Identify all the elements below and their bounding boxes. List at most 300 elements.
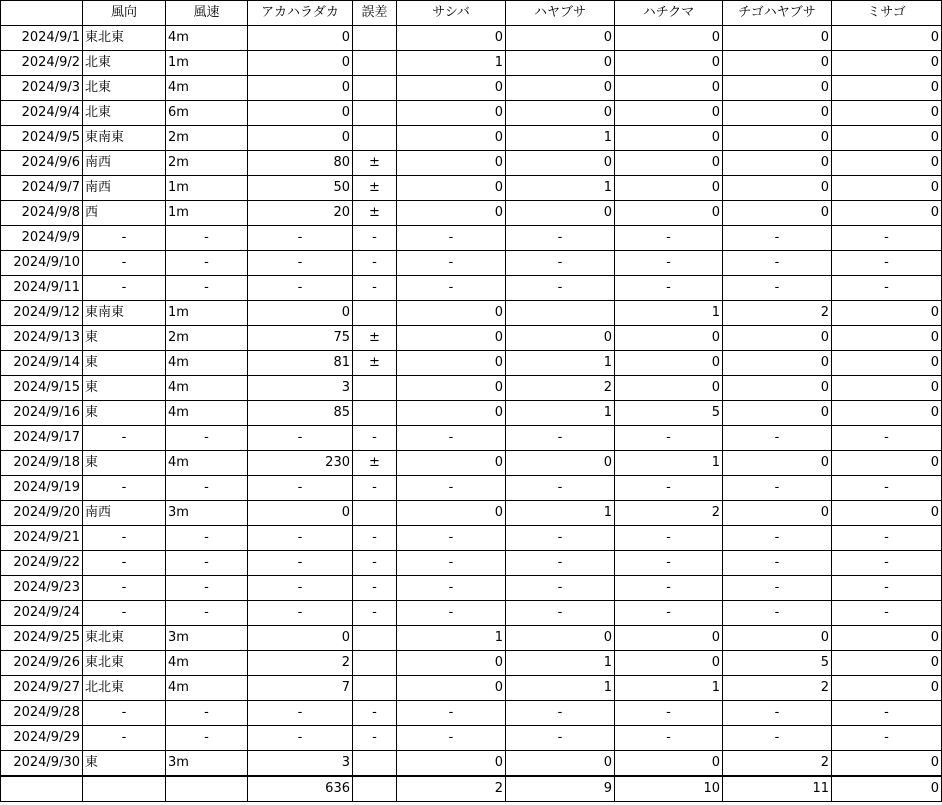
cell-wind-speed: 3m <box>166 626 248 651</box>
cell-error-margin <box>353 401 397 426</box>
cell-chigohayabusa: 0 <box>723 626 832 651</box>
cell-hachikuma: - <box>615 551 723 576</box>
cell-hayabusa: 0 <box>506 101 615 126</box>
cell-chigohayabusa: 0 <box>723 326 832 351</box>
cell-chigohayabusa: 0 <box>723 351 832 376</box>
cell-chigohayabusa: 0 <box>723 101 832 126</box>
cell-chigohayabusa: - <box>723 226 832 251</box>
cell-wind-direction: 南西 <box>83 501 166 526</box>
cell-date: 2024/9/10 <box>1 251 83 276</box>
cell-hachikuma: 0 <box>615 626 723 651</box>
cell-wind-speed: - <box>166 526 248 551</box>
cell-misago: 0 <box>832 351 942 376</box>
cell-date: 2024/9/28 <box>1 701 83 726</box>
cell-hachikuma: 0 <box>615 126 723 151</box>
cell-wind-speed: - <box>166 276 248 301</box>
total-error-margin <box>353 776 397 802</box>
cell-sashiba: - <box>397 576 506 601</box>
cell-hayabusa: 0 <box>506 451 615 476</box>
header-wind-speed: 風速 <box>166 1 248 26</box>
table-row <box>1 276 942 301</box>
cell-hayabusa: 0 <box>506 626 615 651</box>
cell-sashiba: - <box>397 726 506 751</box>
cell-wind-speed: 1m <box>166 51 248 76</box>
cell-wind-direction: 西 <box>83 201 166 226</box>
table-row <box>1 751 942 777</box>
cell-wind-speed: 1m <box>166 201 248 226</box>
cell-hachikuma: 1 <box>615 451 723 476</box>
cell-wind-speed: 4m <box>166 676 248 701</box>
cell-akaharadaka: 0 <box>248 626 353 651</box>
cell-wind-speed: - <box>166 601 248 626</box>
cell-error-margin <box>353 376 397 401</box>
cell-akaharadaka: 0 <box>248 501 353 526</box>
cell-akaharadaka: - <box>248 551 353 576</box>
cell-chigohayabusa: 0 <box>723 451 832 476</box>
cell-wind-speed: 4m <box>166 401 248 426</box>
table-row <box>1 226 942 251</box>
cell-date: 2024/9/16 <box>1 401 83 426</box>
cell-wind-speed: - <box>166 576 248 601</box>
cell-chigohayabusa: 0 <box>723 151 832 176</box>
cell-error-margin: - <box>353 426 397 451</box>
cell-akaharadaka: 3 <box>248 376 353 401</box>
cell-sashiba: 1 <box>397 626 506 651</box>
table-row <box>1 176 942 201</box>
cell-chigohayabusa: 0 <box>723 401 832 426</box>
cell-wind-speed: - <box>166 701 248 726</box>
cell-error-margin: - <box>353 726 397 751</box>
table-row <box>1 376 942 401</box>
cell-wind-direction: - <box>83 251 166 276</box>
cell-sashiba: 0 <box>397 351 506 376</box>
cell-sashiba: - <box>397 551 506 576</box>
cell-sashiba: - <box>397 526 506 551</box>
cell-wind-direction: - <box>83 726 166 751</box>
total-wind-speed <box>166 776 248 802</box>
table-row <box>1 451 942 476</box>
cell-hachikuma: - <box>615 576 723 601</box>
cell-misago: - <box>832 276 942 301</box>
cell-misago: 0 <box>832 326 942 351</box>
cell-hayabusa: 0 <box>506 51 615 76</box>
header-hachikuma: ハチクマ <box>615 1 723 26</box>
cell-hachikuma: 0 <box>615 51 723 76</box>
cell-hayabusa: - <box>506 551 615 576</box>
total-hachikuma: 10 <box>615 776 723 802</box>
cell-sashiba: 0 <box>397 201 506 226</box>
cell-error-margin <box>353 301 397 326</box>
cell-wind-speed: 1m <box>166 176 248 201</box>
cell-error-margin: - <box>353 526 397 551</box>
table-row <box>1 301 942 326</box>
cell-chigohayabusa: - <box>723 701 832 726</box>
cell-chigohayabusa: 2 <box>723 751 832 777</box>
cell-hayabusa: - <box>506 601 615 626</box>
cell-wind-speed: - <box>166 476 248 501</box>
cell-chigohayabusa: 0 <box>723 376 832 401</box>
cell-akaharadaka: 81 <box>248 351 353 376</box>
cell-akaharadaka: - <box>248 251 353 276</box>
cell-chigohayabusa: 0 <box>723 126 832 151</box>
cell-error-margin: ± <box>353 176 397 201</box>
totals-row <box>1 776 942 802</box>
cell-hayabusa: 0 <box>506 76 615 101</box>
cell-sashiba: 0 <box>397 401 506 426</box>
cell-hachikuma: 1 <box>615 676 723 701</box>
header-wind-direction: 風向 <box>83 1 166 26</box>
cell-wind-direction: - <box>83 426 166 451</box>
cell-wind-direction: - <box>83 476 166 501</box>
cell-sashiba: - <box>397 251 506 276</box>
cell-sashiba: - <box>397 601 506 626</box>
cell-misago: 0 <box>832 751 942 777</box>
cell-misago: 0 <box>832 101 942 126</box>
cell-wind-direction: 北北東 <box>83 676 166 701</box>
cell-sashiba: 0 <box>397 676 506 701</box>
cell-wind-speed: - <box>166 726 248 751</box>
total-date <box>1 776 83 802</box>
cell-wind-direction: - <box>83 576 166 601</box>
cell-akaharadaka: - <box>248 526 353 551</box>
cell-date: 2024/9/25 <box>1 626 83 651</box>
cell-error-margin <box>353 751 397 777</box>
cell-akaharadaka: 0 <box>248 51 353 76</box>
cell-error-margin <box>353 26 397 51</box>
cell-hayabusa: 1 <box>506 126 615 151</box>
cell-sashiba: - <box>397 226 506 251</box>
cell-hayabusa: - <box>506 526 615 551</box>
cell-wind-speed: - <box>166 551 248 576</box>
cell-sashiba: 0 <box>397 76 506 101</box>
cell-sashiba: 0 <box>397 101 506 126</box>
cell-chigohayabusa: - <box>723 276 832 301</box>
cell-chigohayabusa: - <box>723 526 832 551</box>
cell-error-margin <box>353 626 397 651</box>
cell-date: 2024/9/17 <box>1 426 83 451</box>
cell-sashiba: 0 <box>397 301 506 326</box>
table-row <box>1 726 942 751</box>
cell-error-margin: - <box>353 276 397 301</box>
table-row <box>1 51 942 76</box>
cell-wind-speed: 4m <box>166 351 248 376</box>
cell-date: 2024/9/9 <box>1 226 83 251</box>
cell-misago: 0 <box>832 501 942 526</box>
total-akaharadaka: 636 <box>248 776 353 802</box>
cell-chigohayabusa: 2 <box>723 676 832 701</box>
cell-misago: 0 <box>832 451 942 476</box>
cell-date: 2024/9/22 <box>1 551 83 576</box>
cell-wind-direction: 東 <box>83 401 166 426</box>
table-row <box>1 201 942 226</box>
cell-error-margin: - <box>353 226 397 251</box>
cell-wind-direction: 北東 <box>83 51 166 76</box>
cell-wind-speed: 4m <box>166 26 248 51</box>
cell-misago: 0 <box>832 676 942 701</box>
cell-misago: 0 <box>832 201 942 226</box>
cell-akaharadaka: - <box>248 226 353 251</box>
table-row <box>1 601 942 626</box>
cell-date: 2024/9/7 <box>1 176 83 201</box>
cell-akaharadaka: 0 <box>248 76 353 101</box>
cell-wind-direction: - <box>83 551 166 576</box>
cell-date: 2024/9/11 <box>1 276 83 301</box>
cell-sashiba: 0 <box>397 26 506 51</box>
cell-hayabusa: - <box>506 576 615 601</box>
cell-hayabusa: 1 <box>506 651 615 676</box>
cell-misago: 0 <box>832 651 942 676</box>
cell-misago: 0 <box>832 401 942 426</box>
cell-misago: - <box>832 476 942 501</box>
cell-hachikuma: 0 <box>615 151 723 176</box>
cell-wind-direction: - <box>83 701 166 726</box>
cell-wind-speed: - <box>166 251 248 276</box>
cell-wind-speed: 4m <box>166 651 248 676</box>
cell-hachikuma: 0 <box>615 751 723 777</box>
cell-error-margin: - <box>353 576 397 601</box>
cell-sashiba: - <box>397 426 506 451</box>
cell-sashiba: 0 <box>397 151 506 176</box>
cell-hayabusa: - <box>506 226 615 251</box>
total-wind-direction <box>83 776 166 802</box>
header-row <box>1 1 942 26</box>
cell-hayabusa: 1 <box>506 176 615 201</box>
cell-misago: - <box>832 726 942 751</box>
cell-chigohayabusa: 0 <box>723 76 832 101</box>
cell-error-margin: - <box>353 701 397 726</box>
header-error-margin: 誤差 <box>353 1 397 26</box>
cell-misago: 0 <box>832 26 942 51</box>
cell-akaharadaka: - <box>248 601 353 626</box>
total-misago: 0 <box>832 776 942 802</box>
cell-hayabusa: 2 <box>506 376 615 401</box>
cell-error-margin <box>353 76 397 101</box>
cell-date: 2024/9/24 <box>1 601 83 626</box>
cell-hachikuma: - <box>615 526 723 551</box>
table-row <box>1 651 942 676</box>
cell-chigohayabusa: 0 <box>723 26 832 51</box>
total-hayabusa: 9 <box>506 776 615 802</box>
cell-wind-direction: 東 <box>83 451 166 476</box>
cell-error-margin <box>353 501 397 526</box>
cell-date: 2024/9/4 <box>1 101 83 126</box>
cell-sashiba: - <box>397 701 506 726</box>
cell-misago: - <box>832 426 942 451</box>
cell-date: 2024/9/29 <box>1 726 83 751</box>
cell-hachikuma: - <box>615 226 723 251</box>
cell-date: 2024/9/26 <box>1 651 83 676</box>
cell-akaharadaka: 3 <box>248 751 353 777</box>
cell-error-margin <box>353 101 397 126</box>
table-row <box>1 326 942 351</box>
cell-wind-direction: - <box>83 601 166 626</box>
cell-wind-speed: 6m <box>166 101 248 126</box>
cell-wind-speed: 3m <box>166 751 248 777</box>
cell-wind-speed: 4m <box>166 76 248 101</box>
header-date <box>1 1 83 26</box>
cell-wind-speed: 1m <box>166 301 248 326</box>
cell-akaharadaka: - <box>248 426 353 451</box>
cell-chigohayabusa: - <box>723 426 832 451</box>
cell-akaharadaka: - <box>248 701 353 726</box>
cell-akaharadaka: 75 <box>248 326 353 351</box>
cell-error-margin <box>353 51 397 76</box>
table-row <box>1 151 942 176</box>
cell-error-margin: ± <box>353 151 397 176</box>
header-sashiba: サシバ <box>397 1 506 26</box>
cell-akaharadaka: - <box>248 276 353 301</box>
cell-akaharadaka: 50 <box>248 176 353 201</box>
header-akaharadaka: アカハラダカ <box>248 1 353 26</box>
cell-date: 2024/9/2 <box>1 51 83 76</box>
cell-sashiba: - <box>397 476 506 501</box>
cell-error-margin: - <box>353 251 397 276</box>
cell-wind-direction: 東北東 <box>83 626 166 651</box>
cell-hachikuma: 0 <box>615 351 723 376</box>
cell-error-margin: - <box>353 601 397 626</box>
cell-hachikuma: 1 <box>615 301 723 326</box>
total-sashiba: 2 <box>397 776 506 802</box>
cell-hachikuma: 0 <box>615 76 723 101</box>
table-row <box>1 126 942 151</box>
cell-sashiba: - <box>397 276 506 301</box>
cell-hachikuma: - <box>615 476 723 501</box>
table-body <box>1 26 942 802</box>
cell-date: 2024/9/27 <box>1 676 83 701</box>
cell-misago: 0 <box>832 126 942 151</box>
cell-sashiba: 0 <box>397 651 506 676</box>
table-row <box>1 676 942 701</box>
cell-misago: - <box>832 551 942 576</box>
total-chigohayabusa: 11 <box>723 776 832 802</box>
table-row <box>1 576 942 601</box>
cell-misago: - <box>832 226 942 251</box>
cell-error-margin <box>353 676 397 701</box>
cell-wind-direction: 東 <box>83 376 166 401</box>
cell-hachikuma: - <box>615 426 723 451</box>
cell-hayabusa: 1 <box>506 501 615 526</box>
cell-akaharadaka: 80 <box>248 151 353 176</box>
cell-wind-direction: 北東 <box>83 76 166 101</box>
cell-hachikuma: 0 <box>615 101 723 126</box>
cell-wind-direction: 南西 <box>83 176 166 201</box>
cell-hayabusa: 0 <box>506 326 615 351</box>
cell-error-margin: - <box>353 551 397 576</box>
cell-date: 2024/9/19 <box>1 476 83 501</box>
cell-hayabusa: - <box>506 701 615 726</box>
cell-date: 2024/9/14 <box>1 351 83 376</box>
cell-error-margin <box>353 126 397 151</box>
cell-wind-speed: 2m <box>166 126 248 151</box>
table-row <box>1 401 942 426</box>
cell-error-margin <box>353 651 397 676</box>
cell-chigohayabusa: - <box>723 476 832 501</box>
cell-misago: 0 <box>832 76 942 101</box>
cell-chigohayabusa: 0 <box>723 176 832 201</box>
cell-hayabusa: - <box>506 726 615 751</box>
cell-sashiba: 0 <box>397 751 506 777</box>
cell-sashiba: 0 <box>397 501 506 526</box>
cell-error-margin: ± <box>353 326 397 351</box>
cell-hachikuma: - <box>615 251 723 276</box>
cell-sashiba: 1 <box>397 51 506 76</box>
cell-chigohayabusa: - <box>723 726 832 751</box>
cell-error-margin: - <box>353 476 397 501</box>
cell-date: 2024/9/1 <box>1 26 83 51</box>
header-hayabusa: ハヤブサ <box>506 1 615 26</box>
table-row <box>1 501 942 526</box>
cell-misago: - <box>832 526 942 551</box>
table-row <box>1 351 942 376</box>
table-row <box>1 551 942 576</box>
table-row <box>1 26 942 51</box>
cell-akaharadaka: 0 <box>248 301 353 326</box>
cell-wind-direction: 東北東 <box>83 651 166 676</box>
cell-wind-direction: - <box>83 526 166 551</box>
cell-date: 2024/9/6 <box>1 151 83 176</box>
cell-date: 2024/9/8 <box>1 201 83 226</box>
cell-wind-speed: 2m <box>166 326 248 351</box>
cell-wind-speed: 4m <box>166 376 248 401</box>
cell-error-margin: ± <box>353 351 397 376</box>
cell-sashiba: 0 <box>397 451 506 476</box>
cell-hachikuma: 0 <box>615 26 723 51</box>
cell-wind-direction: 東南東 <box>83 126 166 151</box>
cell-sashiba: 0 <box>397 376 506 401</box>
cell-hayabusa: 0 <box>506 26 615 51</box>
cell-hayabusa: 1 <box>506 401 615 426</box>
cell-misago: 0 <box>832 151 942 176</box>
cell-hayabusa: - <box>506 276 615 301</box>
cell-chigohayabusa: 0 <box>723 201 832 226</box>
cell-misago: - <box>832 576 942 601</box>
cell-akaharadaka: 20 <box>248 201 353 226</box>
cell-date: 2024/9/3 <box>1 76 83 101</box>
cell-akaharadaka: 230 <box>248 451 353 476</box>
cell-wind-speed: - <box>166 426 248 451</box>
cell-date: 2024/9/21 <box>1 526 83 551</box>
cell-wind-speed: 2m <box>166 151 248 176</box>
cell-date: 2024/9/15 <box>1 376 83 401</box>
table-row <box>1 701 942 726</box>
cell-akaharadaka: 7 <box>248 676 353 701</box>
cell-akaharadaka: - <box>248 476 353 501</box>
cell-wind-direction: - <box>83 276 166 301</box>
cell-hachikuma: 0 <box>615 651 723 676</box>
cell-date: 2024/9/20 <box>1 501 83 526</box>
cell-hachikuma: - <box>615 276 723 301</box>
header-misago: ミサゴ <box>832 1 942 26</box>
cell-akaharadaka: 0 <box>248 101 353 126</box>
table-row <box>1 76 942 101</box>
cell-wind-direction: 東 <box>83 351 166 376</box>
cell-wind-direction: 東南東 <box>83 301 166 326</box>
cell-hayabusa <box>506 301 615 326</box>
table-row <box>1 426 942 451</box>
cell-hayabusa: - <box>506 476 615 501</box>
table-row <box>1 251 942 276</box>
cell-hachikuma: - <box>615 701 723 726</box>
cell-hachikuma: 0 <box>615 376 723 401</box>
cell-hayabusa: 0 <box>506 751 615 777</box>
cell-date: 2024/9/30 <box>1 751 83 777</box>
cell-hachikuma: 0 <box>615 326 723 351</box>
cell-wind-speed: - <box>166 226 248 251</box>
cell-wind-speed: 4m <box>166 451 248 476</box>
cell-hayabusa: - <box>506 251 615 276</box>
cell-akaharadaka: 85 <box>248 401 353 426</box>
header-chigohayabusa: チゴハヤブサ <box>723 1 832 26</box>
